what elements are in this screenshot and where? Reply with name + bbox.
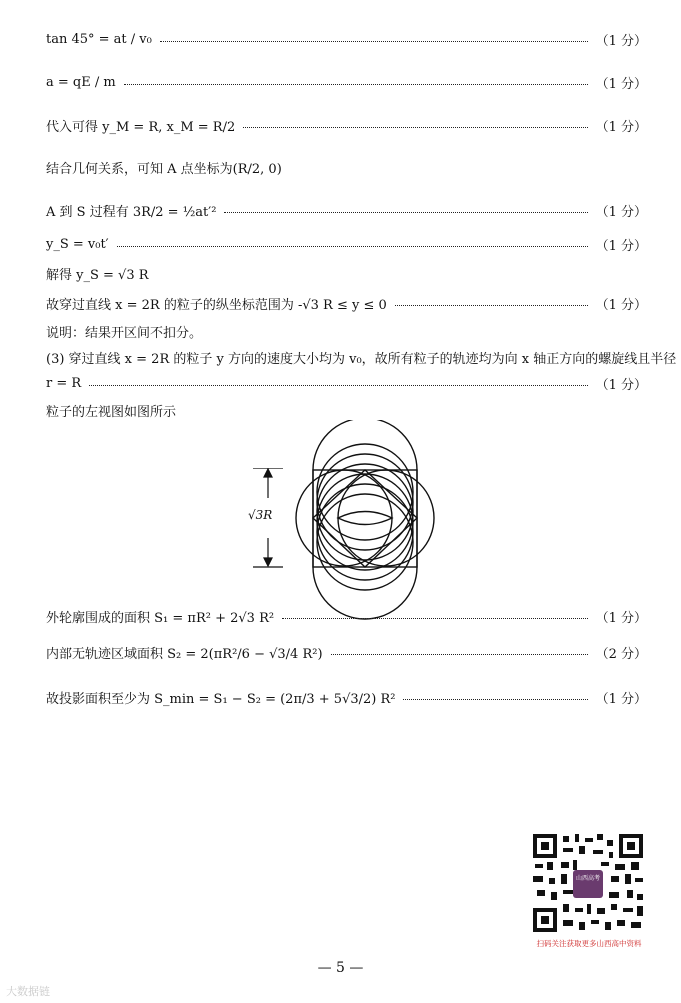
- leader-dots: [124, 84, 588, 85]
- line-text: a = qE / m: [46, 75, 116, 90]
- leader-dots: [117, 246, 588, 247]
- line-14: [46, 643, 647, 662]
- score-label: （1 分）: [595, 239, 647, 254]
- line-text: 代入可得 y_M = R, x_M = R/2: [46, 120, 236, 135]
- score-label: （1 分）: [595, 120, 647, 135]
- line-13: [46, 607, 647, 626]
- line-4: 结合几何关系，可知 A 点坐标为(R/2, 0): [46, 162, 282, 177]
- watermark: 大数据链: [6, 985, 50, 998]
- line-15: [46, 688, 647, 707]
- no-trajectory-lens: [338, 512, 392, 525]
- helix-projection-svg: [280, 420, 450, 620]
- line-text: 内部无轨迹区域面积 S₂ = 2(πR²/6 − √3/4 R²): [46, 647, 323, 662]
- leader-dots: [395, 305, 588, 306]
- trajectory-circle: [317, 474, 413, 570]
- leader-dots: [160, 41, 588, 42]
- leader-dots: [282, 618, 588, 619]
- line-text: r = R: [46, 376, 82, 391]
- score-label: （1 分）: [595, 692, 647, 707]
- line-2: [46, 73, 647, 92]
- trajectory-circle: [296, 470, 392, 566]
- line-text: 外轮廓围成的面积 S₁ = πR² + 2√3 R²: [46, 611, 275, 626]
- trajectory-circle: [317, 484, 413, 580]
- line-8: [46, 294, 647, 313]
- qr-badge: 山西高考: [575, 875, 600, 882]
- line-10: (3) 穿过直线 x = 2R 的粒子 y 方向的速度大小均为 v₀，故所有粒子的轨迹均为向 x 轴正方向的螺旋线且半径: [46, 352, 677, 367]
- trajectory-circle: [338, 470, 434, 566]
- line-3: [46, 116, 647, 135]
- score-label: （2 分）: [595, 647, 647, 662]
- score-label: （1 分）: [595, 611, 647, 626]
- page-number: — 5 —: [317, 960, 364, 976]
- line-9: 说明：结果开区间不扣分。: [46, 326, 203, 341]
- line-1: [46, 30, 647, 49]
- leader-dots: [243, 127, 587, 128]
- leader-dots: [224, 212, 587, 213]
- leader-dots: [331, 654, 588, 655]
- qr-code[interactable]: [531, 832, 645, 934]
- outer-contour: [313, 420, 417, 619]
- trajectory-circle: [317, 494, 413, 590]
- trajectory-circle: [317, 444, 413, 540]
- score-label: （1 分）: [595, 77, 647, 92]
- line-text: 故穿过直线 x = 2R 的粒子的纵坐标范围为 -√3 R ≤ y ≤ 0: [46, 298, 387, 313]
- dimension-label: √3R: [248, 508, 273, 522]
- left-view-diagram: [248, 420, 450, 620]
- leader-dots: [403, 699, 587, 700]
- leader-dots: [89, 385, 587, 386]
- score-label: （1 分）: [595, 378, 647, 393]
- score-label: （1 分）: [595, 205, 647, 220]
- line-text: y_S = v₀t′: [46, 237, 109, 252]
- line-7: 解得 y_S = √3 R: [46, 268, 149, 283]
- score-label: （1 分）: [595, 34, 647, 49]
- line-text: 故投影面积至少为 S_min = S₁ − S₂ = (2π/3 + 5√3/2) R²: [46, 692, 396, 707]
- line-6: [46, 235, 647, 254]
- line-12: 粒子的左视图如图所示: [46, 405, 177, 420]
- qr-code-image: [531, 832, 645, 934]
- line-5: [46, 201, 647, 220]
- qr-caption: 扫码关注获取更多山西高中资料: [536, 939, 642, 948]
- line-text: A 到 S 过程有 3R/2 = ½at′²: [46, 205, 217, 220]
- score-label: （1 分）: [595, 298, 647, 313]
- line-11: [46, 374, 647, 393]
- line-text: tan 45° = at / v₀: [46, 32, 152, 47]
